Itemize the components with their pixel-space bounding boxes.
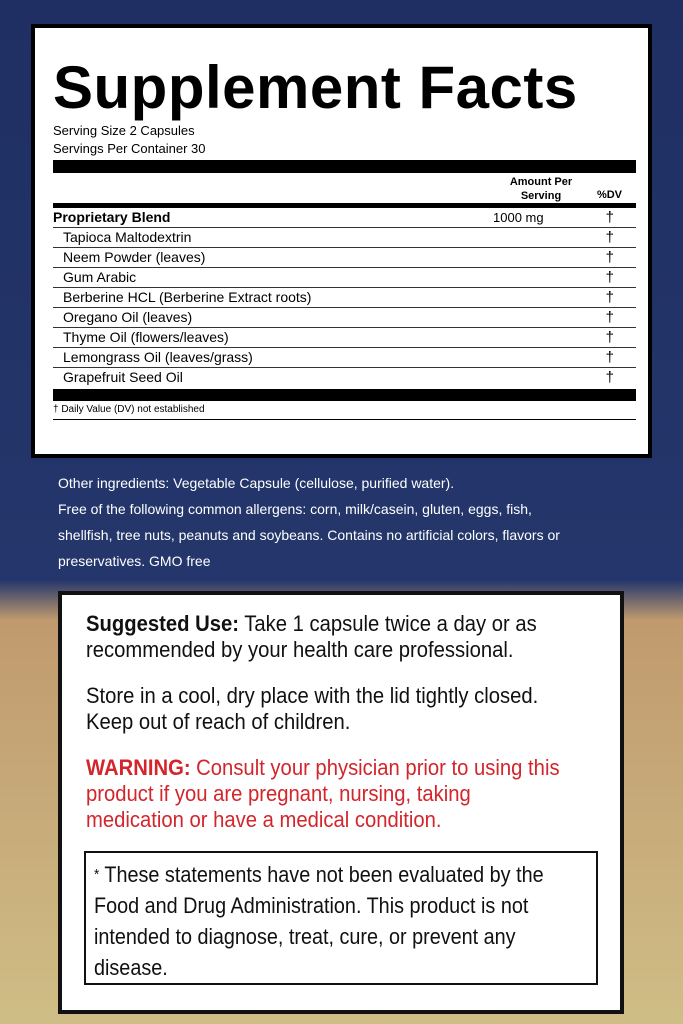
use-text	[86, 611, 564, 853]
ingredient-name: Tapioca Maltodextrin	[63, 229, 192, 245]
facts-header-row	[53, 173, 636, 203]
ingredient-row	[53, 348, 636, 368]
blend-name: Proprietary Blend	[53, 209, 171, 225]
ingredient-row	[53, 288, 636, 308]
serving-size: Serving Size 2 Capsules	[53, 123, 195, 138]
suggested-use-panel	[58, 591, 624, 1014]
header-amount-line2: Serving	[520, 190, 562, 202]
disclaimer-text: These statements have not been evaluated by the Food and Drug Administration. This product is not intended to diagnose, treat, cure, or prevent any disease.	[94, 862, 544, 980]
dagger-mark: †	[605, 209, 614, 226]
ingredient-row	[53, 328, 636, 348]
facts-title: Supplement Facts	[53, 54, 578, 121]
dagger-mark: †	[605, 249, 614, 266]
blend-row	[53, 208, 636, 228]
divider-thin	[53, 419, 636, 420]
asterisk-mark: *	[94, 866, 100, 883]
fda-disclaimer	[94, 859, 562, 983]
dagger-mark: †	[605, 369, 614, 386]
dagger-mark: †	[605, 289, 614, 306]
other-line: preservatives. GMO free	[58, 553, 211, 569]
dagger-mark: †	[605, 349, 614, 366]
ingredient-name: Berberine HCL (Berberine Extract roots)	[63, 289, 312, 305]
ingredient-name: Oregano Oil (leaves)	[63, 309, 193, 325]
header-amount	[501, 175, 581, 203]
supplement-facts-panel	[31, 24, 652, 458]
warning-label: WARNING:	[86, 755, 191, 780]
header-dv: %DV	[596, 189, 622, 201]
warning	[86, 755, 564, 833]
suggested-use-label: Suggested Use:	[86, 611, 239, 636]
dv-footnote: † Daily Value (DV) not established	[53, 404, 205, 415]
fda-disclaimer-box	[84, 851, 598, 985]
ingredient-name: Thyme Oil (flowers/leaves)	[63, 329, 229, 345]
ingredient-name: Neem Powder (leaves)	[63, 249, 206, 265]
dagger-mark: †	[605, 309, 614, 326]
divider-bottom	[53, 389, 636, 401]
blend-amount: 1000 mg	[493, 210, 544, 225]
other-line: Free of the following common allergens: corn, milk/casein, gluten, eggs, fish,	[58, 501, 532, 517]
ingredient-row	[53, 248, 636, 268]
other-line: Other ingredients: Vegetable Capsule (cellulose, purified water).	[58, 475, 455, 491]
ingredient-name: Lemongrass Oil (leaves/grass)	[63, 349, 253, 365]
ingredient-row	[53, 228, 636, 248]
other-ingredients	[58, 470, 648, 574]
ingredient-name: Grapefruit Seed Oil	[63, 369, 183, 385]
divider-thick	[53, 160, 636, 173]
ingredient-name: Gum Arabic	[63, 269, 137, 285]
dagger-mark: †	[605, 329, 614, 346]
ingredient-row	[53, 368, 636, 387]
dagger-mark: †	[605, 229, 614, 246]
ingredient-row	[53, 268, 636, 288]
ingredient-row	[53, 308, 636, 328]
other-line: shellfish, tree nuts, peanuts and soybeans. Contains no artificial colors, flavors or	[58, 527, 560, 543]
dagger-mark: †	[605, 269, 614, 286]
suggested-use-text: Take 1 capsule twice a day or as recommended by your health care professional.	[86, 611, 537, 662]
suggested-use	[86, 611, 564, 663]
servings-per-container: Servings Per Container 30	[53, 141, 206, 156]
storage-text: Store in a cool, dry place with the lid tightly closed. Keep out of reach of children.	[86, 683, 539, 734]
header-amount-line1: Amount Per	[509, 176, 573, 188]
warning-text: Consult your physician prior to using this product if you are pregnant, nursing, taking medication or have a medical condition.	[86, 755, 560, 832]
